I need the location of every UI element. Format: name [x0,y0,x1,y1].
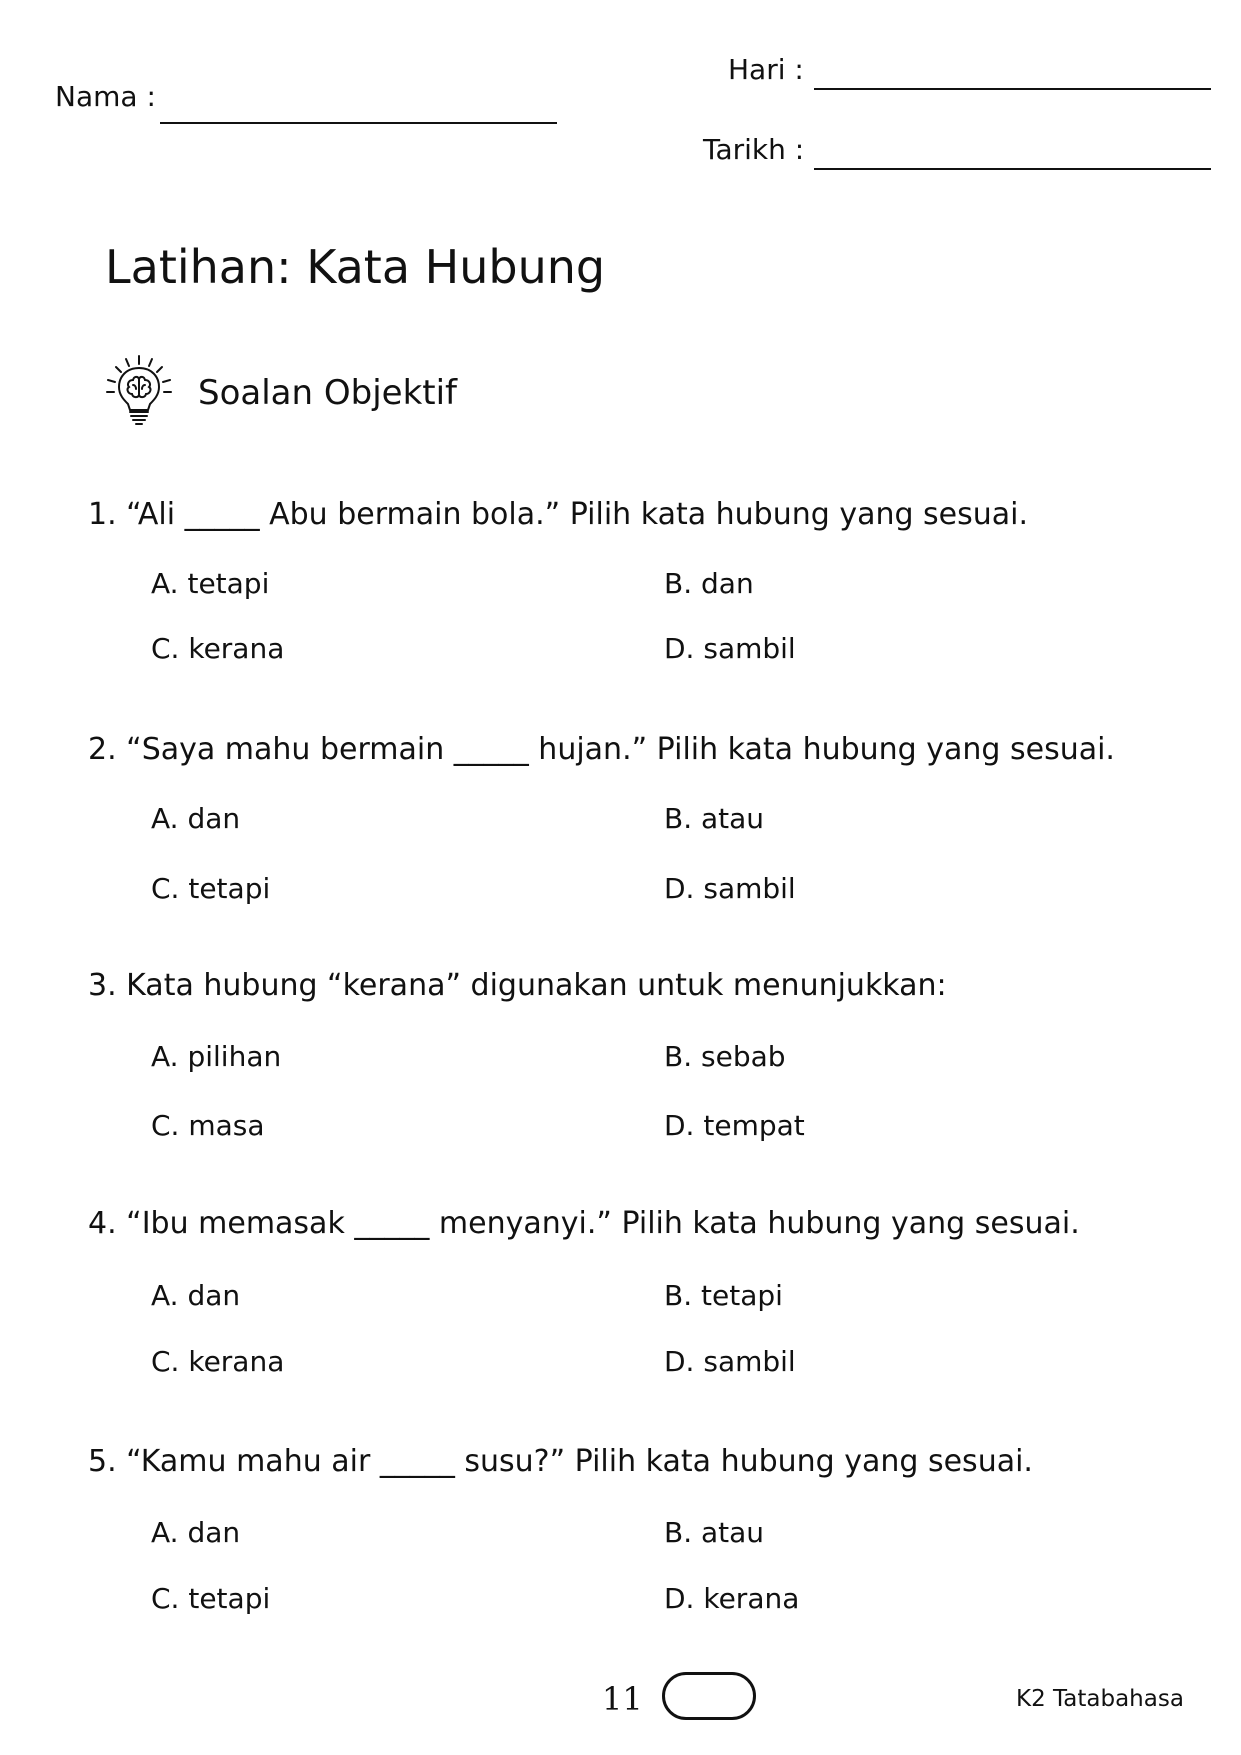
hari-field[interactable] [814,88,1211,90]
q2-option-a[interactable]: A. dan [151,802,241,835]
page-oval [662,1672,756,1720]
q2-option-b[interactable]: B. atau [664,802,765,835]
nama-label: Nama : [55,80,156,113]
q3-option-d[interactable]: D. tempat [664,1109,805,1142]
q2-option-d[interactable]: D. sambil [664,872,796,905]
q3-option-c[interactable]: C. masa [151,1109,265,1142]
question-3: 3. Kata hubung “kerana” digunakan untuk menunjukkan: [88,968,947,1003]
q4-option-b[interactable]: B. tetapi [664,1279,783,1312]
q1-option-b[interactable]: B. dan [664,567,754,600]
tarikh-label: Tarikh : [703,133,805,166]
nama-field[interactable] [160,122,557,124]
section-title: Soalan Objektif [198,373,458,413]
q1-option-d[interactable]: D. sambil [664,632,796,665]
hari-label: Hari : [728,53,804,86]
q1-option-c[interactable]: C. kerana [151,632,285,665]
q5-option-b[interactable]: B. atau [664,1516,765,1549]
q3-option-a[interactable]: A. pilihan [151,1040,282,1073]
q4-option-a[interactable]: A. dan [151,1279,241,1312]
q4-option-d[interactable]: D. sambil [664,1345,796,1378]
question-5: 5. “Kamu mahu air _____ susu?” Pilih kata hubung yang sesuai. [88,1444,1033,1479]
question-1: 1. “Ali _____ Abu bermain bola.” Pilih kata hubung yang sesuai. [88,497,1029,532]
footer-label: K2 Tatabahasa [1016,1686,1184,1712]
q2-option-c[interactable]: C. tetapi [151,872,271,905]
tarikh-field[interactable] [814,168,1211,170]
question-4: 4. “Ibu memasak _____ menyanyi.” Pilih kata hubung yang sesuai. [88,1206,1080,1241]
question-2: 2. “Saya mahu bermain _____ hujan.” Pilih kata hubung yang sesuai. [88,732,1115,767]
q1-option-a[interactable]: A. tetapi [151,567,270,600]
page-number: 11 [602,1680,643,1718]
page-title: Latihan: Kata Hubung [105,240,606,294]
q4-option-c[interactable]: C. kerana [151,1345,285,1378]
q5-option-a[interactable]: A. dan [151,1516,241,1549]
q3-option-b[interactable]: B. sebab [664,1040,786,1073]
q5-option-d[interactable]: D. kerana [664,1582,800,1615]
lightbulb-brain-icon [100,352,178,430]
q5-option-c[interactable]: C. tetapi [151,1582,271,1615]
